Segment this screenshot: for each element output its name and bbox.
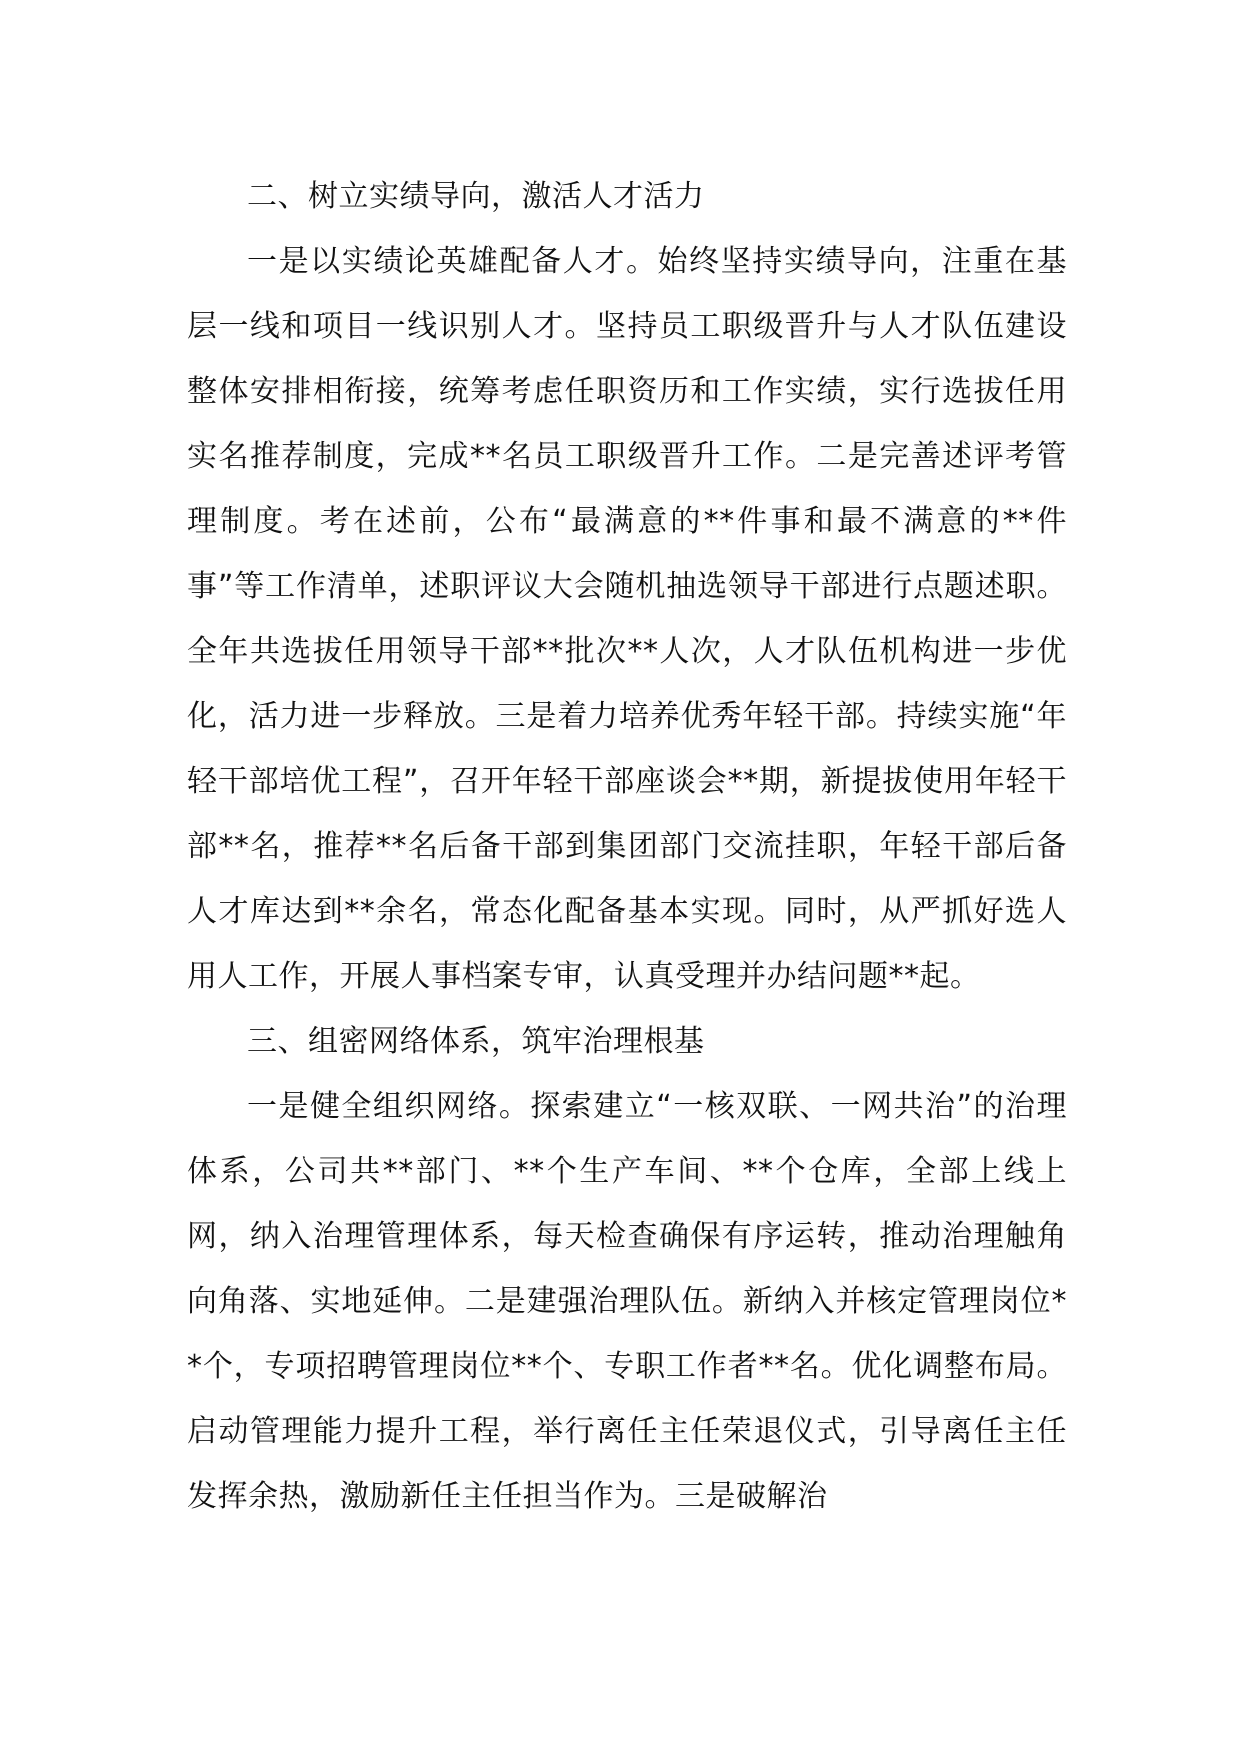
section-paragraph: 一是以实绩论英雄配备人才。始终坚持实绩导向，注重在基层一线和项目一线识别人才。坚持员工职级晋升与人才队伍建设整体安排相衔接，统筹考虑任职资历和工作实绩，实行选拔任用实名推荐制度，完成**名员工职级晋升工作。二是完善述评考管理制度。考在述前，公布“最满意的**件事和最不满意的**件事”等工作清单，述职评议大会随机抽选领导干部进行点题述职。全年共选拔任用领导干部**批次**人次，人才队伍机构进一步优化，活力进一步释放。三是着力培养优秀年轻干部。持续实施“年轻干部培优工程”，召开年轻干部座谈会**期，新提拔使用年轻干部**名，推荐**名后备干部到集团部门交流挂职，年轻干部后备人才库达到**余名，常态化配备基本实现。同时，从严抓好选人用人工作，开展人事档案专审，认真受理并办结问题**起。 bbox=[187, 244, 1067, 994]
section-heading: 三、组密网络体系，筑牢治理根基 bbox=[247, 1024, 705, 1059]
section-paragraph: 一是健全组织网络。探索建立“一核双联、一网共治”的治理体系，公司共**部门、**个生产车间、**个仓库，全部上线上网，纳入治理管理体系，每天检查确保有序运转，推动治理触角向角落、实地延伸。二是建强治理队伍。新纳入并核定管理岗位**个，专项招聘管理岗位**个、专职工作者**名。优化调整布局。启动管理能力提升工程，举行离任主任荣退仪式，引导离任主任发挥余热，激励新任主任担当作为。三是破解治 bbox=[187, 1089, 1067, 1514]
section-heading: 二、树立实绩导向，激活人才活力 bbox=[247, 179, 705, 214]
document-body bbox=[187, 164, 1067, 1529]
